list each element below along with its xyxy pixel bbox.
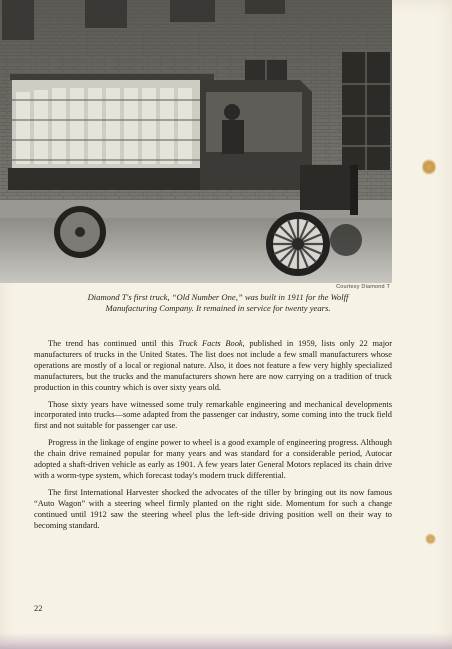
photo-credit: Courtesy Diamond T <box>336 284 390 290</box>
body-text <box>34 339 392 538</box>
paragraph-1 <box>34 339 392 394</box>
caption-line-2: Manufacturing Company. It remained in service for twenty years. <box>105 303 331 314</box>
second-front-wheel <box>330 224 362 256</box>
paragraph-4: The first International Harvester shocked the advocates of the tiller by bringing out its now famous “Auto Wagon” with a steering wheel firmly planted on the right side. Momentum for such a change continued until 1912 saw the steering wheel plus the left-side driving position well on their way to becoming standard. <box>34 487 392 530</box>
book-title: Truck Facts Book <box>178 339 243 348</box>
truck-frame <box>8 168 218 190</box>
photo-caption <box>40 292 396 314</box>
truck-photo-illustration <box>0 0 392 283</box>
caption-line-1: Diamond T's first truck, “Old Number One,” was built in 1911 for the Wolff <box>87 292 349 302</box>
front-wheel <box>266 212 330 276</box>
paper-stain <box>422 158 436 176</box>
truck-photo <box>0 0 392 283</box>
rear-wheel <box>54 206 106 258</box>
truck-hood <box>300 165 356 210</box>
driver-head <box>224 104 240 120</box>
window <box>2 0 34 40</box>
paragraph-2: Those sixty years have witnessed some truly remarkable engineering and mechanical developments incorporated into trucks—some adapted from the passenger car industry, some coming into the truck field first and not suitable for passenger car use. <box>34 399 392 431</box>
paper-stain <box>425 533 436 545</box>
window <box>245 0 285 14</box>
paragraph-1-before: The trend has continued until this <box>48 339 179 348</box>
page-number: 22 <box>34 604 43 613</box>
window <box>170 0 215 22</box>
paragraph-1-after: , published in 1959, lists only 22 major manufacturers of trucks in the United States. The list does not include a few small manufacturers whose operations are mostly of a local or regional nature. Also, it does not feature a few very highly specialized manufacturers, but the trucks and the manufacturers shown here are now carrying on a tradition of truck production in this country which is over sixty years old. <box>34 339 393 392</box>
bottom-edge-tint <box>0 633 452 649</box>
paragraph-3: Progress in the linkage of engine power to wheel is a good example of engineering progress. Although the chain drive remained popular for many years and was standard for a considerable period, Autocar adopted a shaft-driven vehicle as early as 1901. A few years later General Motors replaced its chain drive with a worm-type system, which forecast today's modern truck differential. <box>34 438 392 480</box>
window <box>85 0 127 28</box>
driver-body <box>222 120 244 154</box>
